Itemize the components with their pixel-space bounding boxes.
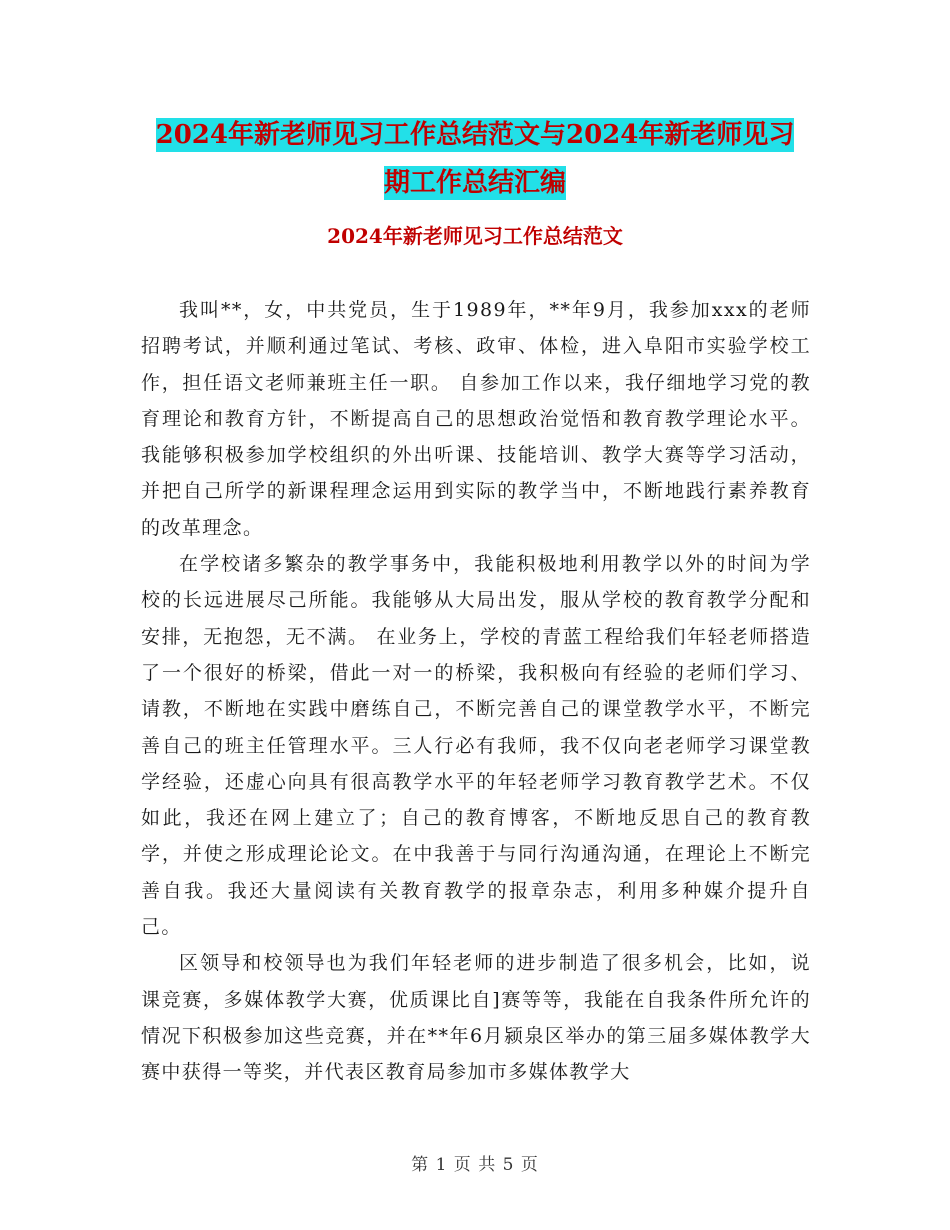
document-title xyxy=(0,111,950,207)
title-line-2-text: 期工作总结汇编 xyxy=(383,168,566,198)
document-body xyxy=(141,292,811,1091)
paragraph-2: 在学校诸多繁杂的教学事务中，我能积极地利用教学以外的时间为学校的长远进展尽己所能。我能够从大局出发，服从学校的教育教学分配和安排，无抱怨，无不满。 在业务上，学校的青蓝工程给我们年轻老师搭造了一个很好的桥梁，借此一对一的桥梁，我积极向有经验的老师们学习、请教，不断地在实践中磨练自己，不断完善自己的课堂教学水平，不断完善自己的班主任管理水平。三人行必有我师，我不仅向老老师学习课堂教学经验，还虚心向具有很高教学水平的年轻老师学习教育教学艺术。不仅如此，我还在网上建立了；自己的教育博客，不断地反思自己的教育教学，并使之形成理论论文。在中我善于与同行沟通沟通，在理论上不断完善自我。我还大量阅读有关教育教学的报章杂志，利用多种媒介提升自己。 xyxy=(141,553,811,939)
page-footer: 第 1 页 共 5 页 xyxy=(411,1155,539,1175)
paragraph-1: 我叫**，女，中共党员，生于1989年，**年9月，我参加xxx的老师招聘考试，并顺利通过笔试、考核、政审、体检，进入阜阳市实验学校工作，担任语文老师兼班主任一职。 自参加工作以来，我仔细地学习党的教育理论和教育方针，不断提高自己的思想政治觉悟和教育教学理论水平。我能够积极参加学校组织的外出听课、技能培训、教学大赛等学习活动，并把自己所学的新课程理念运用到实际的教学当中，不断地践行素养教育的改革理念。 xyxy=(141,299,811,539)
section-heading: 2024年新老师见习工作总结范文 xyxy=(327,224,623,248)
title-line-1-text: 2024年新老师见习工作总结范文与2024年新老师见习 xyxy=(155,120,795,150)
title-line-1 xyxy=(0,111,950,159)
paragraph-3: 区领导和校领导也为我们年轻老师的进步制造了很多机会，比如，说课竞赛，多媒体教学大赛，优质课比自]赛等等，我能在自我条件所允许的情况下积极参加这些竞赛，并在**年6月颍泉区举办的第三届多媒体教学大赛中获得一等奖，并代表区教育局参加市多媒体教学大 xyxy=(141,952,811,1084)
title-line-2 xyxy=(0,159,950,207)
